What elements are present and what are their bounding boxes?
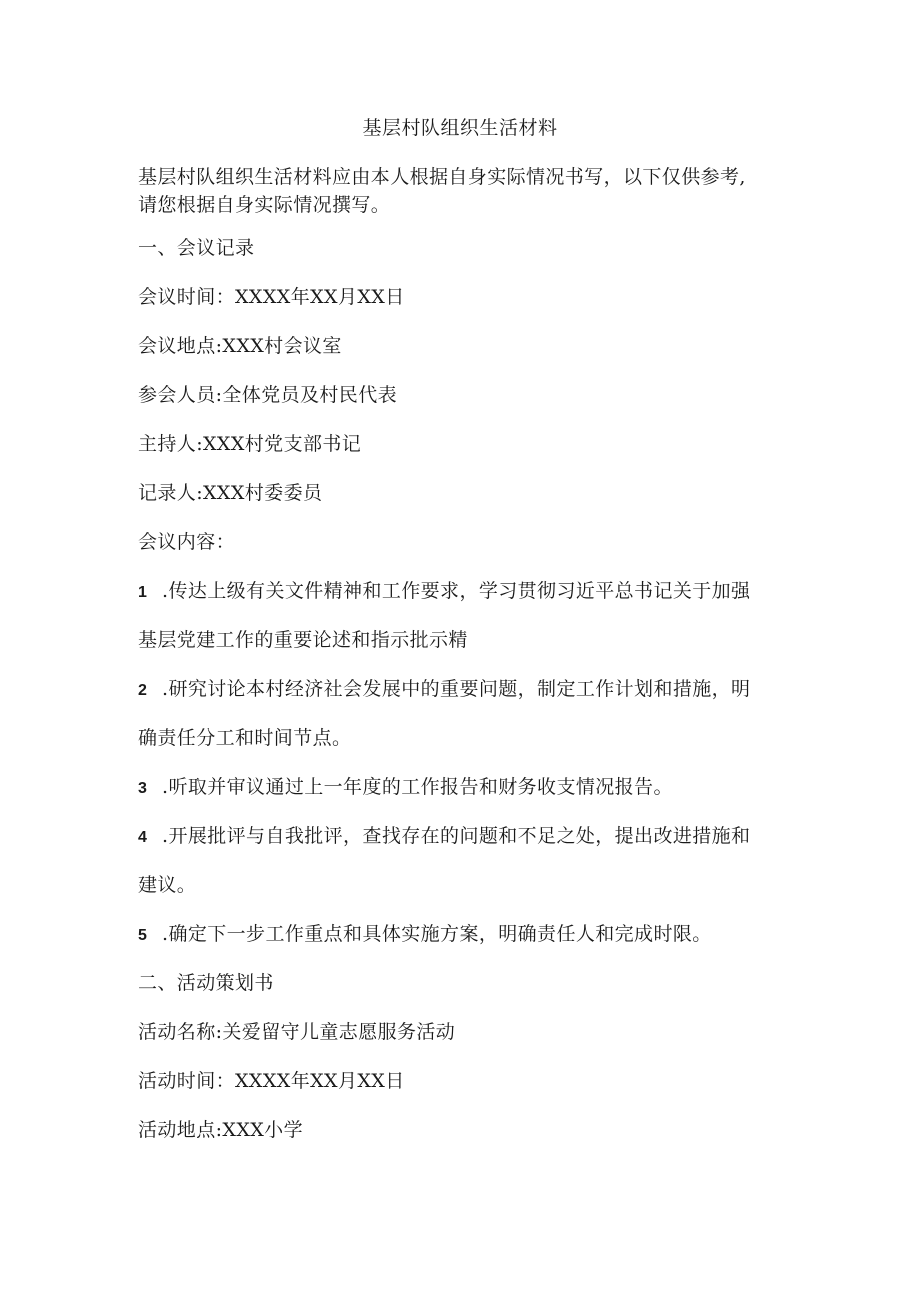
- item-number: 3: [138, 780, 148, 797]
- meeting-item-3: [138, 773, 788, 803]
- meeting-recorder: 记录人:XXX村委委员: [138, 482, 323, 504]
- document-title: 基层村队组织生活材料: [362, 117, 558, 139]
- meeting-item-1-cont: 基层党建工作的重要论述和指示批示精: [138, 629, 468, 651]
- meeting-time: 会议时间：XXXX年XX月XX日: [138, 286, 405, 308]
- activity-place: 活动地点:XXX小学: [138, 1119, 303, 1141]
- item-text: .听取并审议通过上一年度的工作报告和财务收支情况报告。: [162, 776, 673, 798]
- meeting-item-4: [138, 822, 788, 852]
- section-heading-activity: 二、活动策划书: [138, 972, 274, 994]
- activity-time: 活动时间：XXXX年XX月XX日: [138, 1070, 405, 1092]
- meeting-item-2-cont: 确责任分工和时间节点。: [138, 727, 352, 749]
- meeting-item-2: [138, 675, 788, 705]
- item-number: 2: [138, 682, 148, 699]
- intro-line-2: 请您根据自身实际情况撰写。: [138, 194, 391, 216]
- activity-name: 活动名称:关爱留守儿童志愿服务活动: [138, 1021, 456, 1043]
- meeting-attendees: 参会人员:全体党员及村民代表: [138, 384, 398, 406]
- item-text: .开展批评与自我批评，查找存在的问题和不足之处，提出改进措施和: [162, 825, 751, 847]
- meeting-place: 会议地点:XXX村会议室: [138, 335, 342, 357]
- item-number: 4: [138, 829, 148, 846]
- intro-line-1: 基层村队组织生活材料应由本人根据自身实际情况书写，以下仅供参考,: [138, 166, 746, 188]
- item-text: .确定下一步工作重点和具体实施方案，明确责任人和完成时限。: [162, 923, 712, 945]
- item-number: 5: [138, 927, 148, 944]
- item-text: .研究讨论本村经济社会发展中的重要问题，制定工作计划和措施，明: [162, 678, 751, 700]
- meeting-content-label: 会议内容：: [138, 531, 236, 553]
- section-heading-meeting: 一、会议记录: [138, 237, 255, 259]
- item-text: .传达上级有关文件精神和工作要求，学习贯彻习近平总书记关于加强: [162, 580, 751, 602]
- meeting-item-1: [138, 577, 788, 607]
- item-number: 1: [138, 584, 148, 601]
- meeting-item-5: [138, 920, 788, 950]
- meeting-item-4-cont: 建议。: [138, 874, 197, 896]
- meeting-host: 主持人:XXX村党支部书记: [138, 433, 362, 455]
